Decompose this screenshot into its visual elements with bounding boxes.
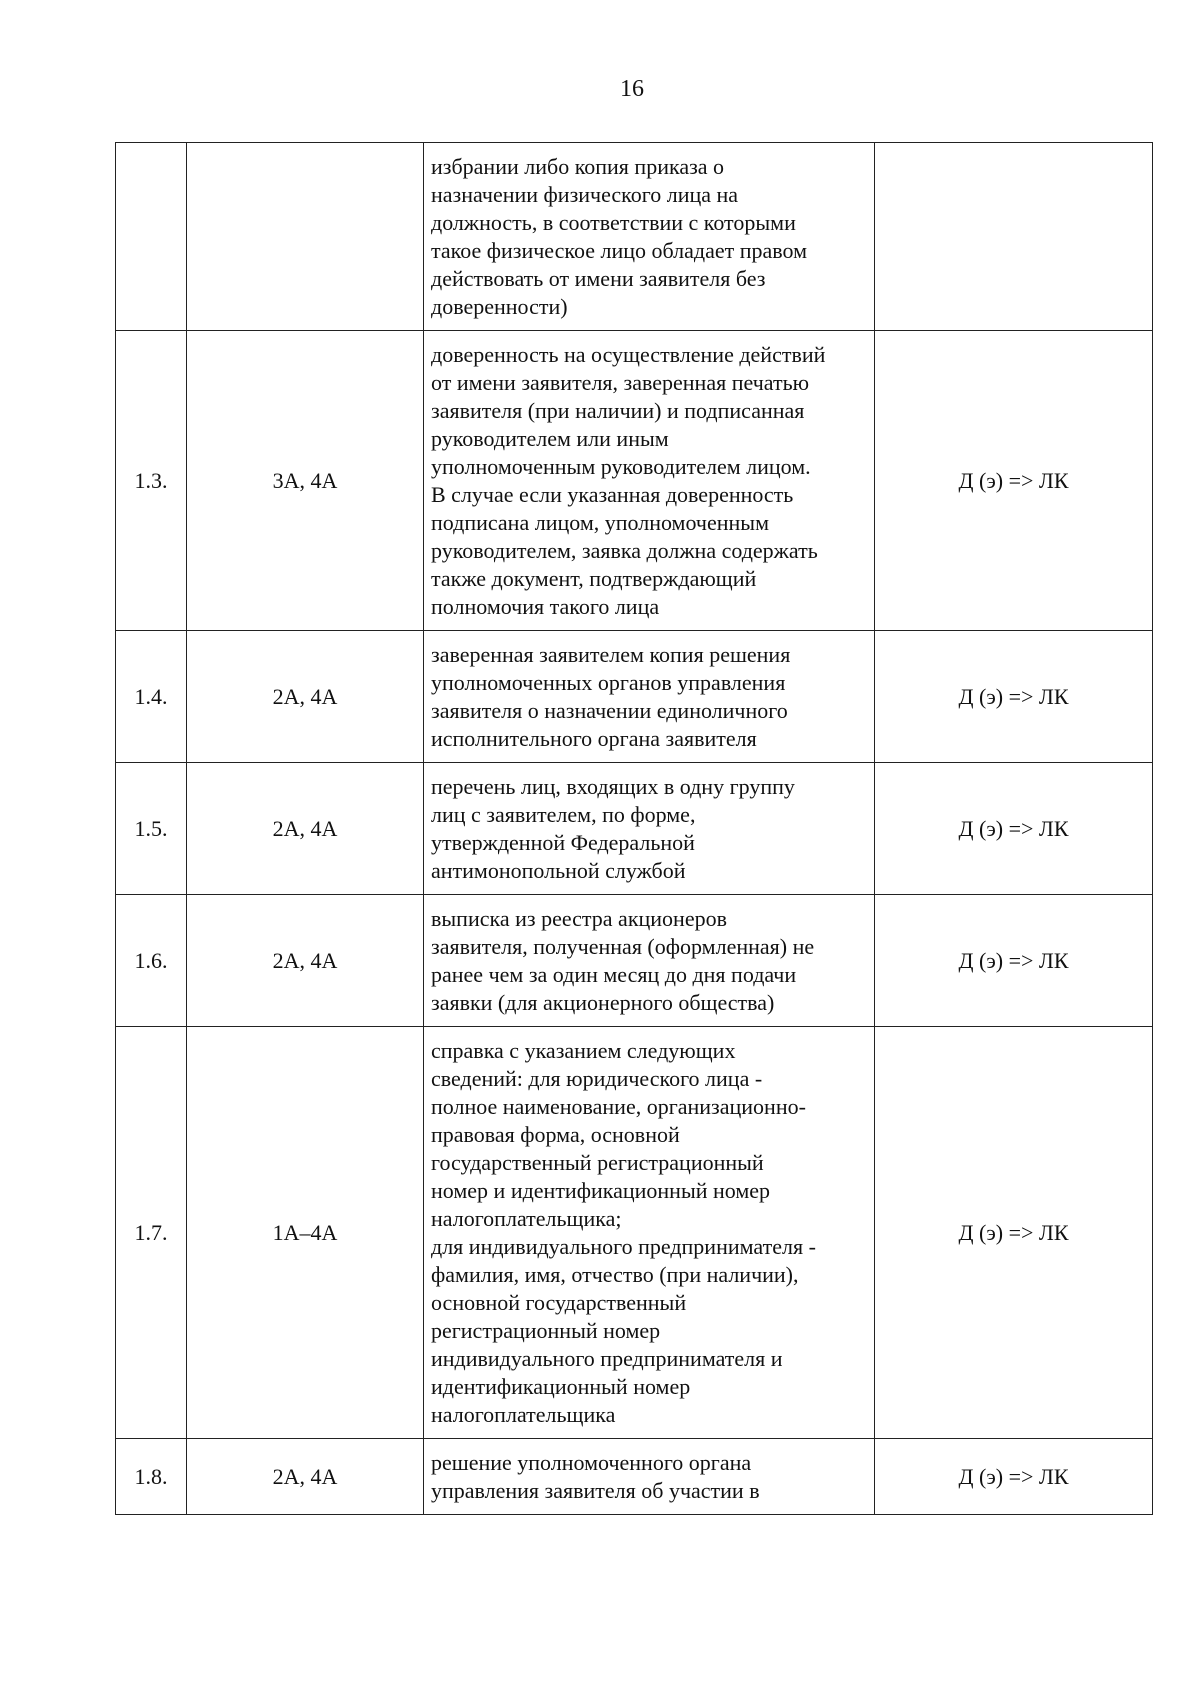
- row-number: 1.4.: [116, 631, 187, 763]
- description-line: антимонопольной службой: [431, 858, 686, 883]
- description-line: перечень лиц, входящих в одну группу: [431, 774, 795, 799]
- row-number: 1.5.: [116, 763, 187, 895]
- description-line: должность, в соответствии с которыми: [431, 210, 796, 235]
- row-form: Д (э) => ЛК: [875, 895, 1153, 1027]
- description-line: подписана лицом, уполномоченным: [431, 510, 769, 535]
- row-description: [424, 1027, 875, 1439]
- row-form: Д (э) => ЛК: [875, 1439, 1153, 1515]
- description-line: заявки (для акционерного общества): [431, 990, 775, 1015]
- description-line: заявителя, полученная (оформленная) не: [431, 934, 815, 959]
- description-line: руководителем или иным: [431, 426, 669, 451]
- table-row: [116, 1027, 1153, 1439]
- row-codes: 2А, 4А: [187, 1439, 424, 1515]
- description-line: руководителем, заявка должна содержать: [431, 538, 818, 563]
- row-codes: 2А, 4А: [187, 895, 424, 1027]
- row-description: [424, 631, 875, 763]
- description-line: такое физическое лицо обладает правом: [431, 238, 808, 263]
- row-codes: [187, 143, 424, 331]
- description-line: В случае если указанная доверенность: [431, 482, 794, 507]
- description-line: идентификационный номер: [431, 1374, 691, 1399]
- row-form: Д (э) => ЛК: [875, 763, 1153, 895]
- description-line: полномочия такого лица: [431, 594, 660, 619]
- row-number: 1.8.: [116, 1439, 187, 1515]
- table-row: [116, 895, 1153, 1027]
- description-line: регистрационный номер: [431, 1318, 661, 1343]
- row-number: [116, 143, 187, 331]
- description-line: государственный регистрационный: [431, 1150, 764, 1175]
- row-codes: 2А, 4А: [187, 763, 424, 895]
- description-line: выписка из реестра акционеров: [431, 906, 727, 931]
- description-line: фамилия, имя, отчество (при наличии),: [431, 1262, 799, 1287]
- row-form: [875, 143, 1153, 331]
- table-row: [116, 631, 1153, 763]
- description-line: налогоплательщика: [431, 1402, 616, 1427]
- table-row: [116, 1439, 1153, 1515]
- description-line: уполномоченным руководителем лицом.: [431, 454, 811, 479]
- description-line: заявителя о назначении единоличного: [431, 698, 788, 723]
- documents-table-body: [116, 143, 1153, 1515]
- row-description: [424, 1439, 875, 1515]
- description-line: для индивидуального предпринимателя -: [431, 1234, 816, 1259]
- description-line: уполномоченных органов управления: [431, 670, 786, 695]
- description-line: заверенная заявителем копия решения: [431, 642, 791, 667]
- description-line: избрании либо копия приказа о: [431, 154, 725, 179]
- description-line: номер и идентификационный номер: [431, 1178, 771, 1203]
- row-codes: 3А, 4А: [187, 331, 424, 631]
- description-line: правовая форма, основной: [431, 1122, 680, 1147]
- row-description: [424, 331, 875, 631]
- page-number: 16: [620, 76, 644, 102]
- row-codes: 2А, 4А: [187, 631, 424, 763]
- description-line: ранее чем за один месяц до дня подачи: [431, 962, 797, 987]
- description-line: доверенности): [431, 294, 568, 319]
- row-form: Д (э) => ЛК: [875, 631, 1153, 763]
- description-line: действовать от имени заявителя без: [431, 266, 766, 291]
- row-number: 1.6.: [116, 895, 187, 1027]
- row-number: 1.3.: [116, 331, 187, 631]
- documents-table: [115, 142, 1153, 1515]
- description-line: утвержденной Федеральной: [431, 830, 695, 855]
- row-form: Д (э) => ЛК: [875, 1027, 1153, 1439]
- description-line: налогоплательщика;: [431, 1206, 622, 1231]
- row-form: Д (э) => ЛК: [875, 331, 1153, 631]
- description-line: лиц с заявителем, по форме,: [431, 802, 696, 827]
- description-line: справка с указанием следующих: [431, 1038, 736, 1063]
- description-line: основной государственный: [431, 1290, 687, 1315]
- description-line: заявителя (при наличии) и подписанная: [431, 398, 805, 423]
- description-line: доверенность на осуществление действий: [431, 342, 826, 367]
- description-line: управления заявителя об участии в: [431, 1478, 760, 1503]
- row-codes: 1А–4А: [187, 1027, 424, 1439]
- description-line: исполнительного органа заявителя: [431, 726, 757, 751]
- description-line: сведений: для юридического лица -: [431, 1066, 763, 1091]
- row-description: [424, 895, 875, 1027]
- row-number: 1.7.: [116, 1027, 187, 1439]
- row-description: [424, 763, 875, 895]
- description-line: решение уполномоченного органа: [431, 1450, 752, 1475]
- description-line: назначении физического лица на: [431, 182, 739, 207]
- description-line: индивидуального предпринимателя и: [431, 1346, 783, 1371]
- table-row: [116, 143, 1153, 331]
- description-line: от имени заявителя, заверенная печатью: [431, 370, 810, 395]
- row-description: [424, 143, 875, 331]
- table-row: [116, 331, 1153, 631]
- description-line: полное наименование, организационно-: [431, 1094, 806, 1119]
- description-line: также документ, подтверждающий: [431, 566, 757, 591]
- table-row: [116, 763, 1153, 895]
